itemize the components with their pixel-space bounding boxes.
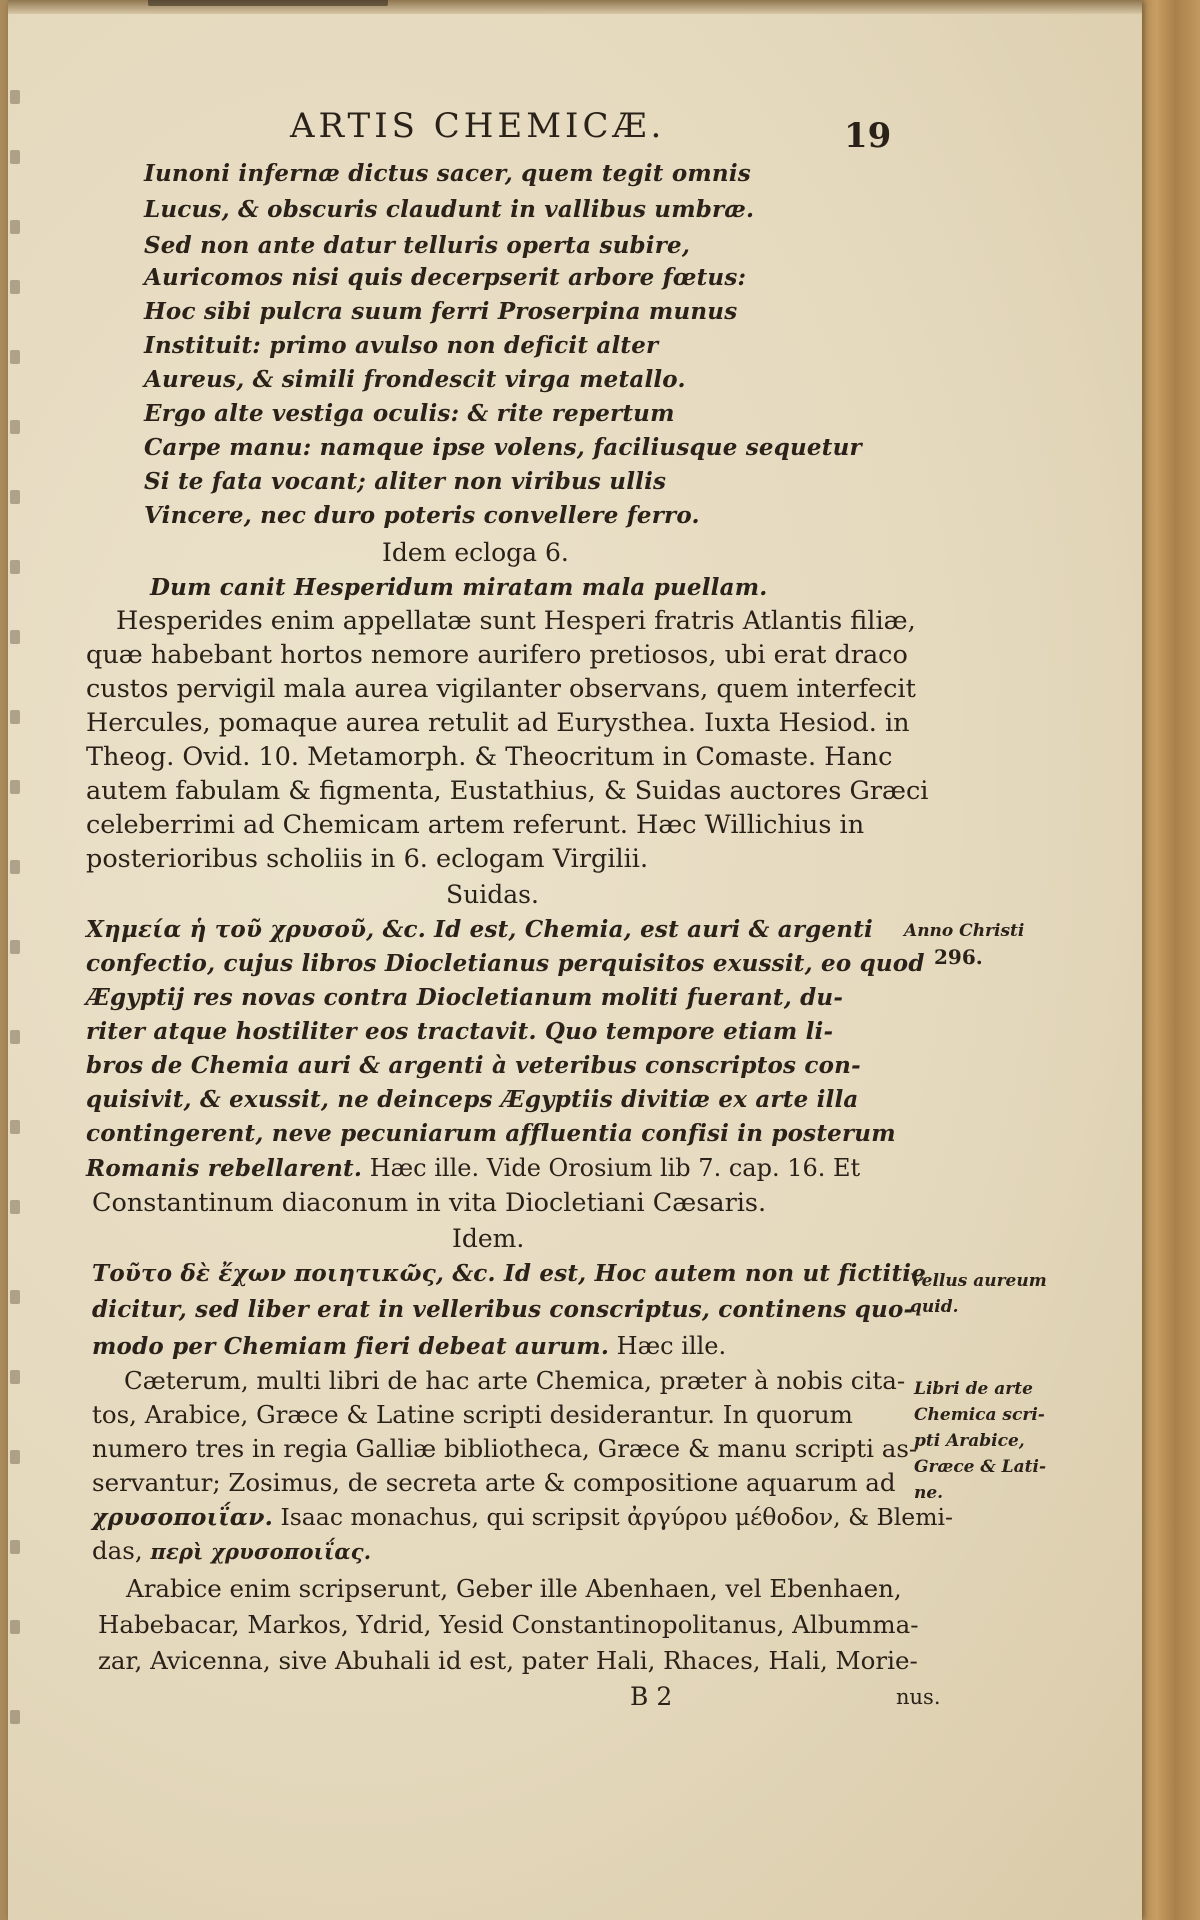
wooden-background	[1138, 0, 1200, 1920]
binding-gutter	[8, 20, 26, 1900]
margin-note-libri: Libri de arte Chemica scri- pti Arabice, Græce & Lati- ne.	[914, 1379, 1046, 1503]
signature-mark: B 2	[630, 1682, 673, 1711]
hesperides-line: autem fabulam & figmenta, Eustathius, & Suidas auctores Græci	[86, 776, 929, 806]
suidas-line: quisivit, & exussit, ne deinceps Ægyptiis divitiæ ex arte illa	[86, 1086, 859, 1113]
suidas-line: Χημεία ἡ τοῦ χρυσοῦ, &c. Id est, Chemia, est auri & argenti	[86, 916, 873, 943]
verse-line: Si te fata vocant; aliter non viribus ullis	[144, 468, 667, 495]
suidas-line: riter atque hostiliter eos tractavit. Quo tempore etiam li-	[86, 1018, 834, 1045]
verse-line: Hoc sibi pulcra suum ferri Proserpina munus	[144, 298, 738, 325]
running-title: ARTIS CHEMICÆ.	[290, 106, 666, 146]
suidas-line: Constantinum diaconum in vita Diocletiani Cæsaris.	[92, 1188, 767, 1218]
arabice-line: zar, Avicenna, sive Abuhali id est, pater Hali, Rhaces, Hali, Morie-	[98, 1646, 918, 1675]
ceterum-line: Cæterum, multi libri de hac arte Chemica, præter à nobis cita-	[124, 1366, 906, 1395]
verse-line: Aureus, & simili frondescit virga metallo.	[144, 366, 686, 393]
verse-line: Carpe manu: namque ipse volens, faciliusque sequetur	[144, 434, 862, 461]
idem-line: Τοῦτο δὲ ἔχων ποιητικῶς, &c. Id est, Hoc autem non ut fictitie	[92, 1260, 927, 1287]
catchword: nus.	[896, 1685, 941, 1709]
suidas-line: confectio, cujus libros Diocletianus perquisitos exussit, eo quod	[86, 950, 925, 977]
margin-note-vellus: Vellus aureum quid.	[910, 1271, 1047, 1317]
heading-idem: Idem.	[452, 1224, 525, 1253]
idem-line: dicitur, sed liber erat in velleribus conscriptus, continens quo-	[92, 1296, 914, 1323]
ceterum-line: numero tres in regia Galliæ bibliotheca, Græce & manu scripti as-	[92, 1434, 918, 1463]
hesperides-line: Hercules, pomaque aurea retulit ad Eurysthea. Iuxta Hesiod. in	[86, 708, 910, 738]
verse-line: Ergo alte vestiga oculis: & rite repertum	[144, 400, 675, 427]
arabice-line: Arabice enim scripserunt, Geber ille Abenhaen, vel Ebenhaen,	[126, 1574, 902, 1603]
hesperides-line: custos pervigil mala aurea vigilanter observans, quem interfecit	[86, 674, 916, 704]
arabice-line: Habebacar, Markos, Ydrid, Yesid Constantinopolitanus, Albumma-	[98, 1610, 919, 1639]
idem-line: modo per Chemiam fieri debeat aurum. Hæc ille.	[92, 1332, 727, 1360]
hesperides-line: celeberrimi ad Chemicam artem referunt. Hæc Willichius in	[86, 810, 865, 840]
verse-line: Instituit: primo avulso non deficit alter	[144, 332, 659, 359]
hesperides-line: quæ habebant hortos nemore aurifero pretiosos, ubi erat draco	[86, 640, 908, 670]
suidas-line: Romanis rebellarent. Hæc ille. Vide Orosium lib 7. cap. 16. Et	[86, 1154, 861, 1182]
margin-note-anno: Anno Christi 296.	[904, 921, 1025, 969]
hesperides-line: posterioribus scholiis in 6. eclogam Virgilii.	[86, 844, 649, 874]
ceterum-line: χρυσοποιΐαν. Isaac monachus, qui scripsit ἀργύρου μέθοδον, & Blemi-	[92, 1503, 953, 1531]
verse-line: Auricomos nisi quis decerpserit arbore fœtus:	[144, 264, 747, 291]
hesperides-line: Hesperides enim appellatæ sunt Hesperi fratris Atlantis filiæ,	[116, 606, 916, 636]
verse-line: Lucus, & obscuris claudunt in vallibus umbræ.	[144, 196, 755, 223]
ceterum-line: das, περὶ χρυσοποιΐας.	[92, 1536, 372, 1565]
ceterum-line: servantur; Zosimus, de secreta arte & compositione aquarum ad	[92, 1468, 896, 1497]
verse-line: Sed non ante datur telluris operta subire,	[144, 232, 691, 259]
page-number: 19	[844, 116, 892, 156]
ecloga-verse: Dum canit Hesperidum miratam mala puellam.	[150, 574, 768, 601]
verse-line: Vincere, nec duro poteris convellere ferro.	[144, 502, 700, 529]
hesperides-line: Theog. Ovid. 10. Metamorph. & Theocritum in Comaste. Hanc	[86, 742, 893, 772]
ceterum-line: tos, Arabice, Græce & Latine scripti desiderantur. In quorum	[92, 1400, 853, 1429]
suidas-line: contingerent, neve pecuniarum affluentia confisi in posterum	[86, 1120, 896, 1147]
previous-page-edge	[8, 0, 1142, 14]
suidas-line: bros de Chemia auri & argenti à veteribus conscriptos con-	[86, 1052, 861, 1079]
suidas-line: Ægyptij res novas contra Diocletianum moliti fuerant, du-	[86, 984, 844, 1011]
verse-line: Iunoni infernæ dictus sacer, quem tegit omnis	[144, 160, 751, 187]
heading-idem-ecloga: Idem ecloga 6.	[382, 538, 569, 567]
heading-suidas: Suidas.	[446, 880, 539, 909]
